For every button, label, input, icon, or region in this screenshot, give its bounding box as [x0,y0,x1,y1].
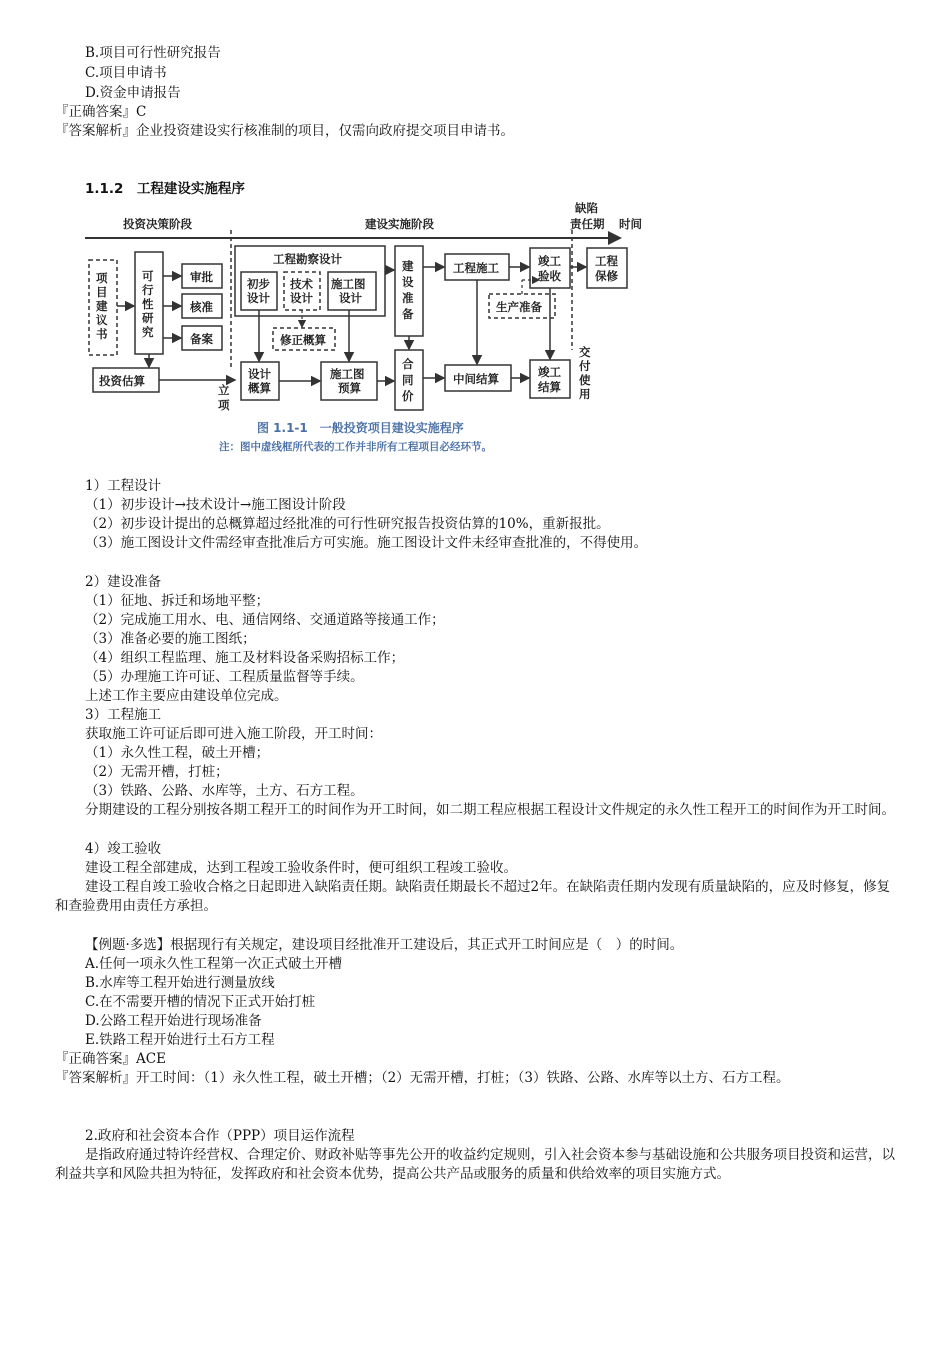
warranty-label-1: 工程 [595,254,618,268]
preliminary-design-label-2: 设计 [247,291,270,305]
phase-defect-label-2: 责任期 [570,217,605,231]
jiaofu-label-1: 交 [579,345,591,359]
contract-price-char-2: 同 [402,373,414,387]
feasibility-char-1: 可 [142,269,154,283]
project-proposal-char-4: 议 [96,313,108,327]
example-answer: 『正确答案』ACE [55,1051,166,1067]
feasibility-char-4: 研 [142,311,154,325]
project-proposal-char-1: 项 [96,271,108,285]
filing-label: 备案 [190,332,213,346]
sec3-item-1: （1）永久性工程，破土开槽； [85,745,270,761]
revised-estimate-label: 修正概算 [280,333,326,347]
answer-analysis: 『答案解析』企业投资建设实行核准制的项目，仅需向政府提交项目申请书。 [55,123,514,139]
sec2-item-5: （5）办理施工许可证、工程质量监督等手续。 [85,669,364,685]
construction-prep-char-3: 准 [402,291,414,305]
figure-note: 注：图中虚线框所代表的工作并非所有工程项目必经环节。 [219,441,492,453]
option-c: C.项目申请书 [85,65,167,81]
feasibility-char-5: 究 [142,325,154,339]
example-option-e: E.铁路工程开始进行土石方工程 [85,1032,275,1048]
feasibility-char-3: 性 [142,297,154,311]
project-proposal-char-3: 建 [96,299,108,313]
survey-design-label: 工程勘察设计 [273,252,342,266]
construction-drawing-label-2: 设计 [339,291,362,305]
sec2-item-1: （1）征地、拆迁和场地平整； [85,593,270,609]
construction-label: 工程施工 [453,261,499,275]
sec3-item-2: （2）无需开槽，打桩； [85,764,229,780]
section-title: 1.1.2 工程建设实施程序 [85,181,245,197]
contract-price-char-1: 合 [402,357,414,371]
technical-design-label-2: 设计 [290,291,313,305]
production-prep-label: 生产准备 [496,300,542,314]
sec4-title: 4）竣工验收 [85,841,162,857]
ppp-title: 2.政府和社会资本合作（PPP）项目运作流程 [85,1128,355,1144]
example-option-d: D.公路工程开始进行现场准备 [85,1013,262,1029]
interim-settlement-label: 中间结算 [453,372,499,386]
correct-answer: 『正确答案』C [55,104,147,120]
jiaofu-label-2: 付 [579,359,591,373]
example-option-a: A.任何一项永久性工程第一次正式破土开槽 [85,956,343,972]
warranty-label-2: 保修 [595,269,618,283]
final-settlement-label-2: 结算 [538,380,561,394]
figure-caption: 图 1.1-1 一般投资项目建设实施程序 [257,421,464,435]
jiaofu-label-4: 用 [579,387,591,401]
drawing-budget-label-1: 施工图 [330,367,365,381]
investment-estimate-label: 投资估算 [99,374,145,388]
final-settlement-label-1: 竣工 [538,365,561,379]
time-label: 时间 [619,217,642,231]
sec2-item-4: （4）组织工程监理、施工及材料设备采购招标工作； [85,650,405,666]
example-option-c: C.在不需要开槽的情况下正式开始打桩 [85,994,316,1010]
technical-design-label-1: 技术 [290,277,313,291]
sec1-item-1: （1）初步设计→技术设计→施工图设计阶段 [85,497,346,513]
project-proposal-char-5: 书 [96,327,108,341]
example-analysis: 『答案解析』开工时间：（1）永久性工程，破土开槽；（2）无需开槽，打桩；（3）铁路、公路、水库等以土方、石方工程。 [55,1070,790,1086]
verification-label: 核准 [190,300,213,314]
phase-implement-label: 建设实施阶段 [365,217,434,231]
lixiang-label-2: 项 [218,398,230,412]
sec3-item-3: （3）铁路、公路、水库等，土方、石方工程。 [85,783,364,799]
sec1-title: 1）工程设计 [85,478,162,494]
construction-prep-char-1: 建 [402,259,414,273]
sec4-paragraph-1: 建设工程全部建成，达到工程竣工验收条件时，便可组织工程竣工验收。 [85,860,517,876]
design-estimate-label-1: 设计 [248,367,271,381]
construction-prep-char-4: 备 [402,307,414,321]
preliminary-design-label-1: 初步 [247,277,270,291]
drawing-budget-label-2: 预算 [338,381,361,395]
ppp-paragraph: 是指政府通过特许经营权、合理定价、财政补贴等事先公开的收益约定规则，引入社会资本参与基础设施和公共服务项目投资和运营，以利益共享和风险共担为特征，发挥政府和社会资本优势，提高公共产品或服务的质量和供给效率的项目实施方式。 [55,1147,895,1182]
sec3-intro: 获取施工许可证后即可进入施工阶段，开工时间： [85,726,382,742]
implementation-flowchart [85,200,655,465]
sec2-title: 2）建设准备 [85,574,162,590]
jiaofu-label-3: 使 [579,373,591,387]
completion-acceptance-label-2: 验收 [538,269,561,283]
sec1-item-3: （3）施工图设计文件需经审查批准后方可实施。施工图设计文件未经审查批准的，不得使用。 [85,535,648,551]
sec1-item-2: （2）初步设计提出的总概算超过经批准的可行性研究报告投资估算的10%，重新报批。 [85,516,610,532]
completion-acceptance-label-1: 竣工 [538,254,561,268]
phase-defect-label-1: 缺陷 [575,201,598,215]
example-option-b: B.水库等工程开始进行测量放线 [85,975,275,991]
approval-label: 审批 [190,270,213,284]
sec4-paragraph-2: 建设工程自竣工验收合格之日起即进入缺陷责任期。缺陷责任期最长不超过2年。在缺陷责任期内发现有质量缺陷的，应及时修复，修复和查验费用由责任方承担。 [55,879,891,914]
option-d: D.资金申请报告 [85,85,181,101]
design-estimate-label-2: 概算 [248,381,271,395]
sec3-title: 3）工程施工 [85,707,162,723]
sec2-summary: 上述工作主要应由建设单位完成。 [85,688,288,704]
contract-price-char-3: 价 [402,389,414,403]
option-b: B.项目可行性研究报告 [85,45,221,61]
phase-decision-label: 投资决策阶段 [123,217,192,231]
sec3-paragraph: 分期建设的工程分别按各期工程开工的时间作为开工时间，如二期工程应根据工程设计文件规定的永久性工程开工的时间作为开工时间。 [85,802,895,818]
construction-prep-char-2: 设 [402,275,414,289]
sec2-item-2: （2）完成施工用水、电、通信网络、交通道路等接通工作； [85,612,445,628]
project-proposal-char-2: 目 [96,285,108,299]
lixiang-label-1: 立 [218,383,230,397]
feasibility-char-2: 行 [142,283,154,297]
construction-drawing-label-1: 施工图 [331,277,366,291]
example-question: 【例题·多选】根据现行有关规定，建设项目经批准开工建设后，其正式开工时间应是（ ）的时间。 [85,937,684,953]
sec2-item-3: （3）准备必要的施工图纸； [85,631,256,647]
